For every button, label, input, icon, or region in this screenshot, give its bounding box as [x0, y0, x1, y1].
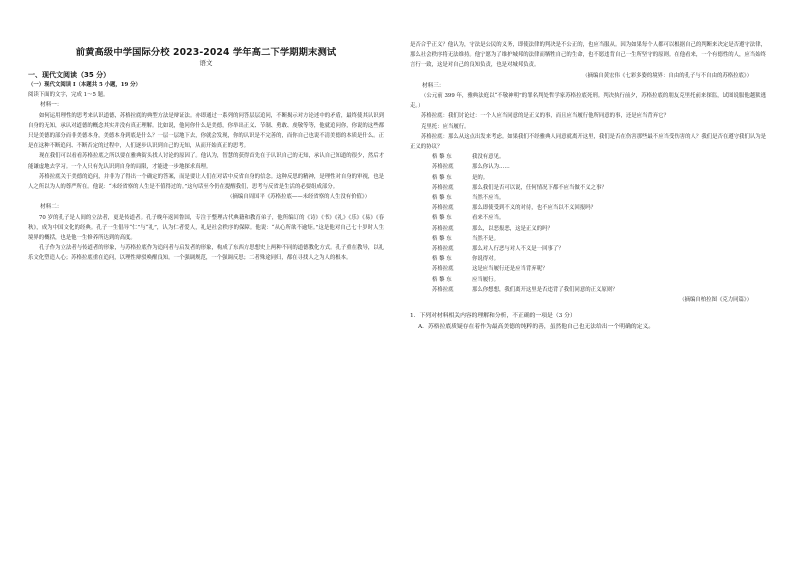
speech: 是的。 [472, 174, 489, 181]
dialogue-line [410, 275, 766, 285]
dialogue-line [410, 264, 766, 274]
dialogue-line [410, 152, 766, 162]
left-body [28, 70, 384, 264]
r-source2: （摘编自柏拉图《克力同篇》） [679, 297, 752, 304]
section-heading: 一、现代文阅读（35 分） [28, 71, 111, 79]
speech: 那么我们是否可以说，任何情况下都不应当做不义之事？ [472, 184, 607, 191]
question-1-option-a: A．苏格拉底质疑存在着作为最高美德的纯粹的善，虽然他自己也无法给出一个明确的定义。 [418, 324, 655, 331]
dialogue [410, 152, 766, 295]
speech: 当然不是。 [472, 235, 499, 242]
dialogue-line [410, 254, 766, 264]
speaker: 格 黎 东 [432, 195, 452, 202]
speaker: 苏格拉底 [432, 205, 454, 212]
r-paragraph: 是否合乎正义？他认为，守法是公民的义务，即使法律的判决是不公正的，也应当服从。因为如果每个人都可以根据自己的判断来决定是否遵守法律，那么社会秩序将无法维持。他宁愿为了维护城邦的法律而牺牲自己的生命，也不愿违背自己一生所坚守的原则。在他看来，一个有德性的人，应当始终言行一致，这是对自己的良知负责，也是对城邦负责。 [410, 42, 766, 69]
dialogue-line [410, 162, 766, 172]
speaker: 苏格拉底 [432, 184, 454, 191]
dialogue-line [410, 244, 766, 254]
m2-paragraph: 孔子作为立法者与传道者的形象，与苏格拉底作为追问者与启发者的形象，构成了东西方思想史上两种不同的道德教化方式。孔子重在教导，以礼乐文化塑造人心；苏格拉底重在追问，以理性辩驳唤醒良知。一个强调规范，一个强调反思；二者殊途同归，都在寻找人之为人的根本。 [28, 245, 384, 262]
speech: 当然不应当。 [472, 195, 505, 202]
speech: 我没有意见。 [472, 154, 505, 161]
m3-paragraph: 苏格拉底：那么从这点出发来考虑。如果我们不经雅典人同意就离开这里，我们是否在伤害那些最不应当受伤害的人？我们是否在遵守我们认为是正义的协议？ [410, 133, 766, 151]
speaker: 苏格拉底 [432, 225, 454, 232]
subject-label: 语文 [199, 59, 213, 67]
m2-paragraph: 70 岁的孔子是人间的立法者，更是传道者。孔子晚年返回鲁国，专注于整理古代典籍和教育弟子，他所编订的《诗》《书》《礼》《乐》《易》《春秋》，成为中国文化的经典。孔子一生倡导“仁”与“礼”，认为仁者爱人，礼是社会秩序的保障。他说：“从心所欲不逾矩。”这是他对自己七十岁时人生境界的概括，也是他一生修养所达到的高度。 [28, 214, 384, 242]
speaker: 格 黎 东 [432, 276, 452, 283]
speech: 这是应当履行还是应当背弃呢？ [472, 266, 548, 273]
speaker: 苏格拉底 [432, 246, 454, 253]
dialogue-line [410, 173, 766, 183]
m3-paragraph: 克里托：应当履行。 [421, 123, 470, 130]
m1-paragraph: 苏格拉底关于美德的追问，并非为了得出一个确定的答案，而是要让人们在对话中反省自身的信念。这种反思的精神，是理性对自身的审视，也是人之所以为人的尊严所在。他说：“未经省察的人生是不值得过的。”这句话至今仍在提醒我们，思考与反省是生活的必要组成部分。 [28, 173, 384, 191]
speaker: 苏格拉底 [432, 286, 454, 293]
m3-intro: （公元前 399 年，雅典法庭以“不敬神明”的罪名判处哲学家苏格拉底死刑。判决执行前夕，苏格拉底的朋友克里托前来探监，试图说服他越狱逃走。） [410, 93, 766, 110]
speaker: 格 黎 东 [432, 256, 452, 263]
speaker: 苏格拉底 [432, 266, 454, 273]
speaker: 格 黎 东 [432, 215, 452, 222]
dialogue-line [410, 213, 766, 223]
speaker: 格 黎 东 [432, 235, 452, 242]
speech: 那么即使受到不义的对待，也不应当以不义回报吗？ [472, 205, 596, 212]
speech: 看来不应当。 [472, 215, 505, 222]
subsection-heading: （一）现代文阅读 I（本题共 5 小题，19 分） [28, 82, 141, 88]
right-column [410, 0, 766, 561]
material3-label: 材料三： [422, 82, 445, 89]
m1-source: （摘编自周国平《苏格拉底——未经省察的人生没有价值》） [227, 194, 370, 201]
dialogue-line [410, 285, 766, 295]
speech: 那么你认为…… [472, 164, 510, 171]
dialogue-line [410, 234, 766, 244]
dialogue-line [410, 183, 766, 193]
m1-paragraph: 现在我们可以看看苏格拉底之所以要在雅典街头找人讨论的原因了。他认为，智慧的获得首先在于认识自己的无知，承认自己知道的很少，然后才能谦虚地去学习。一个人只有先认识到自身的局限，才能进一步地探求真理。 [28, 153, 384, 170]
m3-paragraph: 苏格拉底：我们讨论过：一个人应当同意的是正义的事，而且应当履行他所同意的事，还是应当背弃它？ [421, 113, 669, 120]
exam-title: 前黄高级中学国际分校 2023-2024 学年高二下学期期末测试 [75, 47, 337, 58]
left-column [28, 0, 384, 561]
speech: 你说得对。 [472, 256, 499, 263]
dialogue-line [410, 224, 766, 234]
speaker: 格 黎 东 [432, 154, 452, 161]
speech: 那么，以恶报恶，这是正义的吗？ [472, 225, 553, 232]
r-source1: （摘编自黄宏伟《七彩多姿的境界：自由的孔子与不自由的苏格拉底》） [582, 72, 752, 79]
speech: 应当履行。 [472, 276, 499, 283]
material1-label: 材料一： [40, 102, 63, 109]
dialogue-line [410, 203, 766, 213]
speaker: 格 黎 东 [432, 174, 452, 181]
material2-label: 材料二： [40, 204, 63, 211]
dialogue-line [410, 193, 766, 203]
speech: 那么你想想，我们离开这里是否违背了我们同意的正义原则？ [472, 286, 618, 293]
question-1: 1．下列对材料相关内容的理解和分析，不正确的一项是（3 分） [410, 313, 576, 320]
speaker: 苏格拉底 [432, 164, 454, 171]
instruction: 阅读下面的文字，完成 1～5 题。 [28, 92, 109, 99]
right-body [410, 40, 766, 333]
m1-paragraph: 如何运用理性的思考来认识道德，苏格拉底的典型方法是辩证法。亦即通过一系列的问答层层追问，不断揭示对方论述中的矛盾，最终使其认识到自身的无知，承认对道德的概念其实并没有真正理解。比如说，他问你什么是美德，你举出正义、节制、勇敢、虔敬等等，他就追问你，你说的这些都只是美德的部分而非美德本身，美德本身到底是什么？一层一层地下去，你就会发现，你的认识是不完善的，而你自己也说不清美德的本质是什么。正是在这种不断追问、不断否定的过程中，人们逐步认识到自己的无知，从而开始真正的思考。 [28, 112, 384, 150]
speech: 那么对人行恶与对人不义是一回事了？ [472, 246, 564, 253]
